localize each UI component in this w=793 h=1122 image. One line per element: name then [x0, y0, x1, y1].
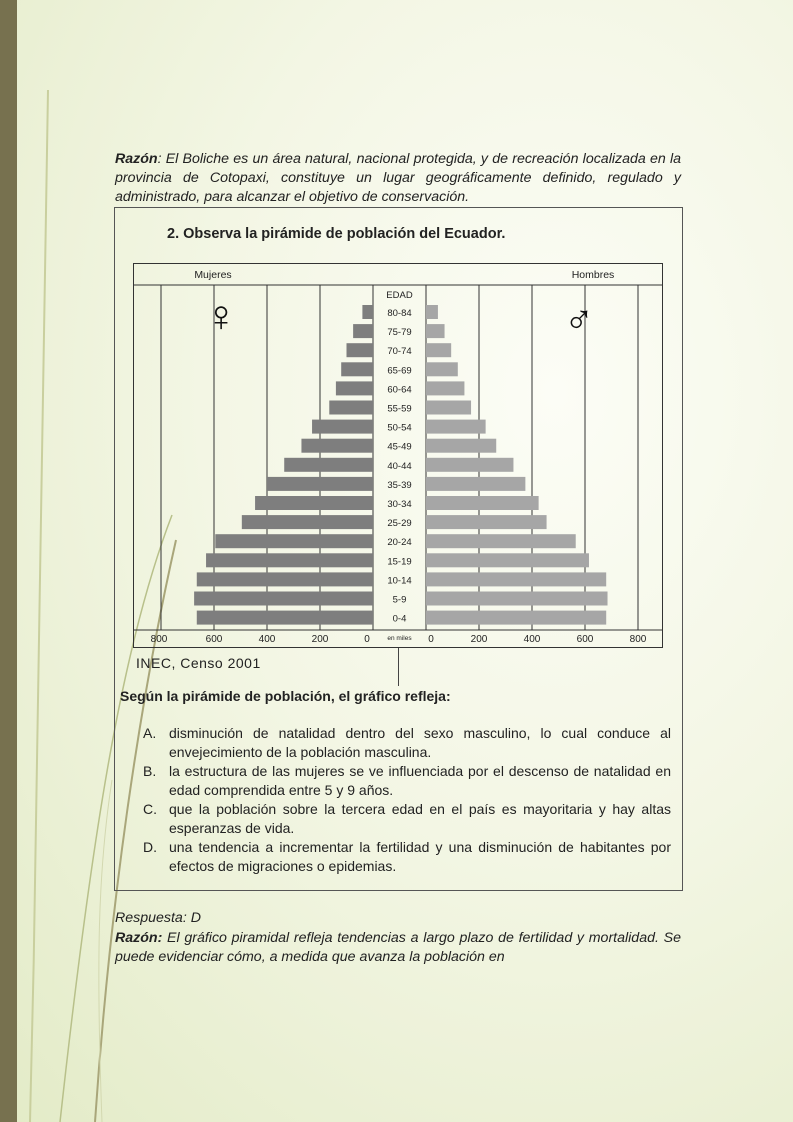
age-label: 50-54 [387, 422, 412, 434]
bar-women [206, 553, 373, 567]
bar-men [426, 420, 486, 434]
bar-women [215, 534, 373, 548]
male-symbol-icon: ♂ [564, 298, 594, 342]
bar-women [267, 477, 373, 491]
bar-men [426, 381, 464, 395]
age-label: 80-84 [387, 308, 412, 319]
age-label: 35-39 [387, 479, 412, 491]
age-header: EDAD [386, 290, 413, 301]
option-text: la estructura de las mujeres se ve influenciada por el descenso de natalidad en edad comprendida entre 5 y 9 años. [169, 763, 671, 798]
intro-reason-label: Razón [115, 151, 158, 167]
bar-men [426, 343, 451, 357]
option-text: disminución de natalidad dentro del sexo masculino, lo cual conduce al envejecimiento de la población masculina. [169, 725, 671, 760]
bar-men [426, 324, 445, 338]
reason-label: Razón: [115, 930, 163, 946]
bar-men [426, 458, 513, 472]
bar-women [255, 496, 373, 510]
bar-women [347, 343, 374, 357]
bar-women [197, 572, 373, 586]
age-label: 70-74 [387, 346, 412, 358]
left-tick-label: 200 [311, 634, 329, 645]
question-stem: Según la pirámide de población, el gráfico refleja: [120, 688, 451, 704]
age-label: 5-9 [392, 594, 407, 606]
bar-men [426, 496, 539, 510]
reason-paragraph [115, 929, 681, 967]
bar-women [329, 401, 373, 415]
option-letter: B. [143, 763, 157, 779]
right-tick-label: 400 [523, 634, 541, 645]
chart-source: INEC, Censo 2001 [136, 655, 261, 671]
question-title: 2. Observa la pirámide de población del Ecuador. [167, 226, 506, 242]
intro-reason-text: : El Boliche es un área natural, nacional protegida, y de recreación localizada en la provincia de Cotopaxi, constituye un lugar geográficamente definido, regulado y administrado, para alcanzar el objetivo de conservación. [115, 151, 681, 205]
bar-men [426, 592, 608, 606]
age-label: 15-19 [387, 556, 412, 568]
age-label: 20-24 [387, 537, 412, 549]
bar-women [242, 515, 373, 529]
bar-men [426, 611, 606, 625]
female-symbol-icon: ♀ [204, 292, 238, 341]
right-panel-label: Hombres [571, 269, 615, 281]
age-label: 30-34 [387, 499, 412, 510]
age-label: 10-14 [387, 575, 412, 587]
bar-men [426, 477, 525, 491]
bar-women [301, 439, 373, 453]
option-b [143, 762, 671, 800]
left-tick-label: 400 [258, 634, 276, 645]
age-label: 55-59 [387, 403, 412, 415]
option-a [143, 724, 671, 762]
option-text: una tendencia a incrementar la fertilidad y una disminución de habitantes por efectos de migraciones o epidemias. [169, 839, 671, 874]
bar-women [284, 458, 373, 472]
left-tick-label: 600 [205, 634, 223, 645]
left-panel-label: Mujeres [194, 269, 232, 281]
reason-text: El gráfico piramidal refleja tendencias a largo plazo de fertilidad y mortalidad. Se puede evidenciar cómo, a medida que avanza la población en [115, 930, 681, 965]
bar-men [426, 439, 496, 453]
connector-line [398, 648, 399, 686]
bar-men [426, 305, 438, 319]
bar-women [336, 381, 373, 395]
bar-women [353, 324, 373, 338]
bar-men [426, 534, 576, 548]
age-label: 40-44 [387, 460, 412, 472]
bar-men [426, 362, 458, 376]
option-letter: C. [143, 801, 157, 817]
right-tick-label: 600 [576, 634, 594, 645]
answer-options [143, 724, 671, 876]
right-tick-label: 200 [470, 634, 488, 645]
age-label: 0-4 [392, 613, 407, 625]
age-label: 45-49 [387, 441, 412, 453]
option-d [143, 838, 671, 876]
option-text: que la población sobre la tercera edad en el país es mayoritaria y hay altas esperanzas de vida. [169, 801, 671, 836]
age-label: 60-64 [387, 384, 412, 396]
population-pyramid-chart [133, 263, 663, 648]
bar-men [426, 401, 471, 415]
left-tick-label: 800 [150, 634, 168, 645]
bar-men [426, 553, 589, 567]
right-tick-label: 0 [428, 634, 434, 645]
bar-women [341, 362, 373, 376]
bar-women [312, 420, 373, 434]
option-letter: D. [143, 839, 157, 855]
left-tick-label: 0 [364, 634, 370, 645]
bar-men [426, 515, 547, 529]
option-c [143, 800, 671, 838]
age-label: 75-79 [387, 327, 412, 339]
answer-line: Respuesta: D [115, 910, 201, 926]
bar-women [194, 592, 373, 606]
bar-women [362, 305, 373, 319]
age-label: 65-69 [387, 365, 412, 377]
age-label: 25-29 [387, 518, 412, 530]
unit-label: en miles [387, 635, 412, 642]
right-tick-label: 800 [629, 634, 647, 645]
bar-women [197, 611, 373, 625]
intro-reason-paragraph [115, 150, 681, 207]
option-letter: A. [143, 725, 157, 741]
bar-men [426, 572, 606, 586]
page-sidebar-strip [0, 0, 17, 1122]
